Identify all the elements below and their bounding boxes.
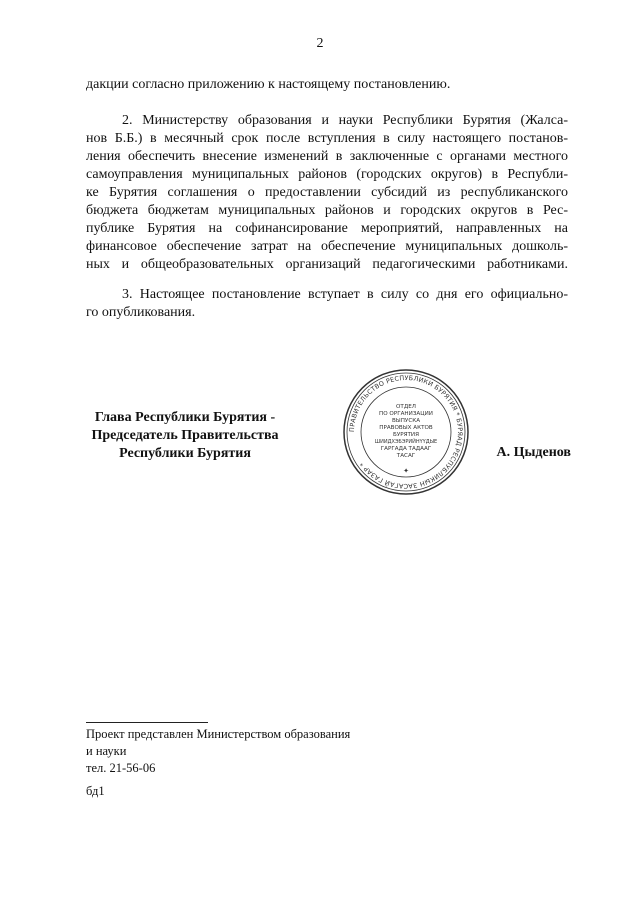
footer-line: Проект представлен Министерством образования	[86, 727, 351, 741]
item-3-line: го опубликования.	[86, 305, 196, 320]
item-2-line: ке Бурятия соглашения о предоставлении субсидий из республиканского	[86, 185, 568, 200]
official-stamp	[342, 368, 470, 496]
footer-divider	[86, 722, 208, 723]
stamp-center-line: ПРАВОВЫХ АКТОВ	[379, 425, 433, 431]
signatory-title-line: Республики Бурятия	[119, 446, 251, 461]
footer-code: бд1	[86, 784, 105, 798]
item-2-line: бюджета бюджетам муниципальных районов и городских округов в Рес-	[86, 203, 568, 218]
item-2-paragraph	[86, 112, 568, 274]
item-2-line: ления обеспечить внесение изменений в заключенные с органами местного	[86, 149, 568, 164]
stamp-center-line: БУРЯТИЯ	[393, 432, 419, 438]
page-number: 2	[316, 36, 324, 51]
continuation-line: дакции согласно приложению к настоящему постановлению.	[86, 77, 451, 92]
item-2-line: финансовое обеспечение затрат на обеспечение муниципальных дошколь-	[86, 239, 568, 254]
item-2-line: самоуправления муниципальных районов (городских округов) в Республи-	[86, 167, 568, 182]
footer-line: тел. 21-56-06	[86, 761, 156, 775]
stamp-center-line: ШИИДХЭБЭРИЙНҮҮДЫЕ	[374, 439, 438, 445]
signatory-title	[60, 409, 310, 463]
stamp-center-line: ГАРГАДА ТАДААГ	[380, 446, 432, 452]
signatory-title-line: Председатель Правительства	[91, 428, 279, 443]
stamp-ring-text: ПРАВИТЕЛЬСТВО РЕСПУБЛИКИ БУРЯТИЯ * БУРЯАД РЕСПУБЛИКЫН ЗАСАГАЙ ГАЗАР *	[347, 373, 465, 491]
signatory-name: А. Цыденов	[496, 445, 571, 460]
footer-note	[86, 726, 350, 800]
stamp-center-line: ВЫПУСКА	[391, 418, 421, 424]
item-2-line: публике Бурятия на софинансирование мероприятий, направленных на	[86, 221, 568, 236]
item-3-line: 3. Настоящее постановление вступает в силу со дня его официально-	[122, 287, 568, 302]
continuation-paragraph	[86, 76, 568, 94]
stamp-star-icon: ✦	[403, 467, 409, 475]
item-2-line: 2. Министерству образования и науки Республики Бурятия (Жалса-	[122, 113, 568, 128]
stamp-center-line: ТАСАГ	[396, 453, 416, 459]
item-2-line: ных и общеобразовательных организаций педагогическими работниками.	[86, 257, 568, 272]
signatory-title-line: Глава Республики Бурятия -	[94, 410, 276, 425]
item-2-line: нов Б.Б.) в месячный срок после вступления в силу настоящего постанов-	[86, 131, 568, 146]
footer-line: и науки	[86, 744, 127, 758]
stamp-center-line: ПО ОРГАНИЗАЦИИ	[379, 411, 433, 417]
stamp-center-line: ОТДЕЛ	[396, 404, 416, 410]
item-3-paragraph	[86, 286, 568, 322]
